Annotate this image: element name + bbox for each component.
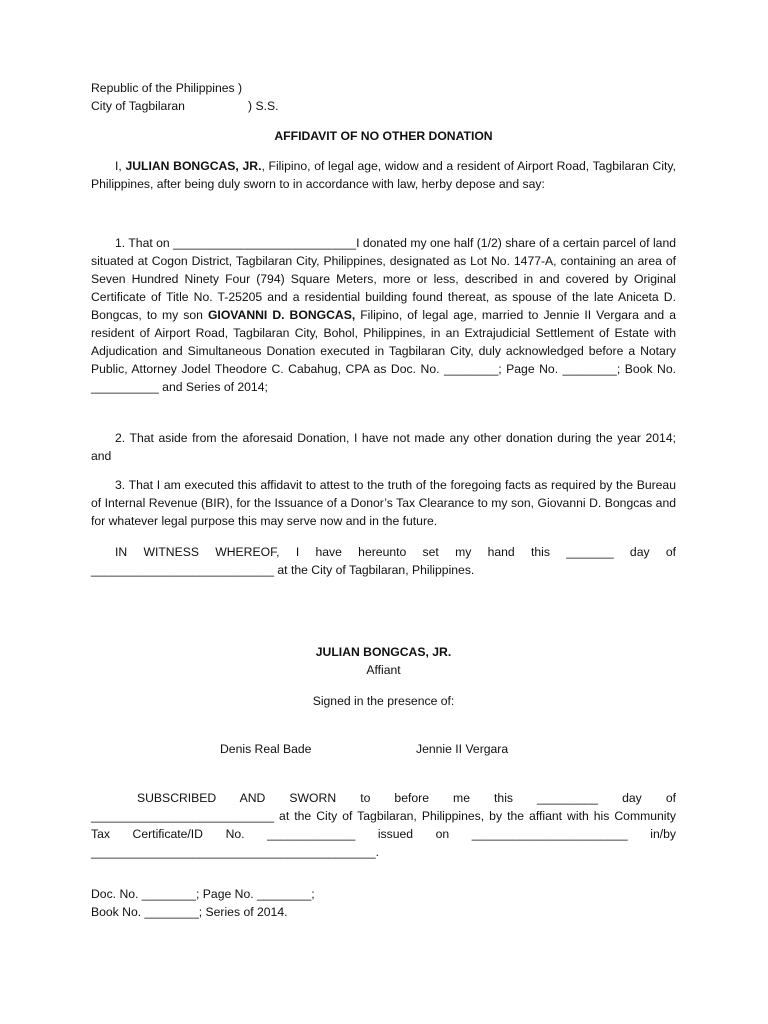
venue-block (91, 79, 676, 115)
venue-line-1: Republic of the Philippines ) (91, 81, 243, 95)
paragraph-3: 3. That I am executed this affidavit to attest to the truth of the foregoing facts as required by the Bureau of Internal Revenue (BIR), for the Issuance of a Donor’s Tax Clearance to my son, Giovanni D. Bongcas and for whatever legal purpose this may serve now and in the future. (91, 478, 676, 528)
venue-line-2 (91, 97, 676, 115)
paragraph-2: 2. That aside from the aforesaid Donation, I have not made any other donation during the year 2014; and (91, 431, 676, 463)
intro-paragraph: I, JULIAN BONGCAS, JR., Filipino, of legal age, widow and a resident of Airport Road, Tagbilaran City, Philippines, after being duly sworn to in accordance with law, herby depose and say: (91, 159, 676, 191)
doc-reference-line-2: Book No. ________; Series of 2014. (91, 905, 288, 919)
witness-paragraph: IN WITNESS WHEREOF, I have hereunto set my hand this _______ day of ___________________________ at the City of Tagbilaran, Philippines. (91, 545, 676, 577)
venue-ss: ) S.S. (248, 99, 279, 113)
donee-name-inline: GIOVANNI D. BONGCAS, (207, 308, 356, 322)
affiant-signature-block (91, 643, 676, 679)
doc-reference-line-1: Doc. No. ________; Page No. ________; (91, 887, 315, 901)
affiant-name-inline: JULIAN BONGCAS, JR. (125, 159, 262, 173)
venue-city: City of Tagbilaran (91, 99, 185, 113)
jurat-paragraph: SUBSCRIBED AND SWORN to before me this _________ day of ___________________________ at the City of Tagbilaran, Philippines, by the affiant with his Community Tax Certificate/ID No. _____________ issued on _______________________ in/by __________________________________________. (91, 791, 676, 859)
document-title: AFFIDAVIT OF NO OTHER DONATION (274, 129, 493, 143)
presence-line: Signed in the presence of: (312, 694, 455, 708)
paragraph-1: 1. That on ___________________________I donated my one half (1/2) share of a certain parcel of land situated at Cogon District, Tagbilaran City, Philippines, designated as Lot No. 1477-A, containing an area of Seven Hundred Ninety Four (794) Square Meters, more or less, described in and covered by Original Certificate of Title No. T-25205 and a residential building found thereat, as spouse of the late Aniceta D. Bongcas, to my son GIOVANNI D. BONGCAS, Filipino, of legal age, married to Jennie II Vergara and a resident of Airport Road, Tagbilaran City, Bohol, Philippines, in an Extrajudicial Settlement of Estate with Adjudication and Simultaneous Donation executed in Tagbilaran City, duly acknowledged before a Notary Public, Attorney Jodel Theodore C. Cabahug, CPA as Doc. No. ________; Page No. ________; Book No. __________ and Series of 2014; (91, 236, 677, 394)
witness-right-name: Jennie II Vergara (416, 742, 509, 756)
affiant-role: Affiant (366, 663, 401, 677)
affiant-name: JULIAN BONGCAS, JR. (315, 645, 452, 659)
witness-left-name: Denis Real Bade (220, 742, 312, 756)
doc-reference (91, 885, 676, 921)
